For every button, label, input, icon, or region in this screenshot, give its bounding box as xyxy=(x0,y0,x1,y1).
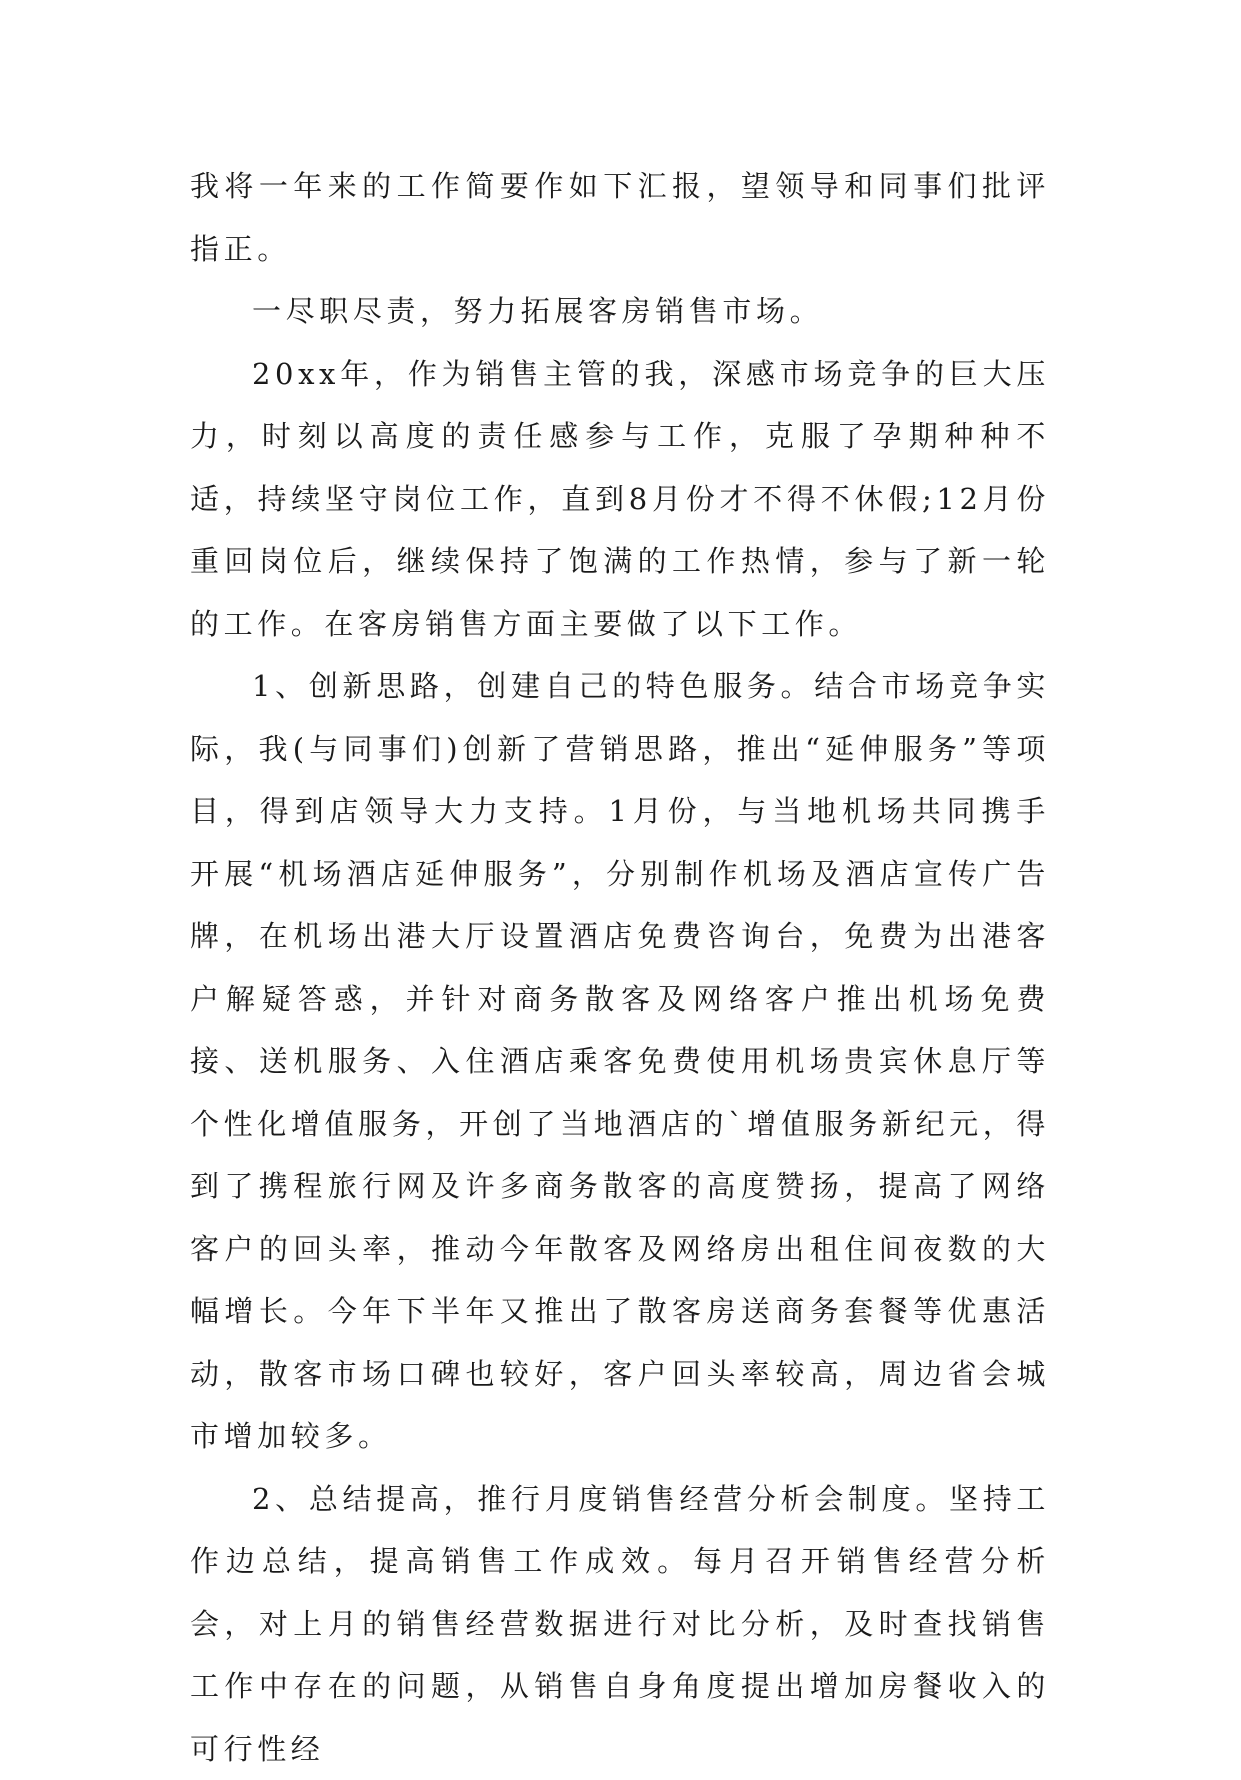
paragraph-overview: 20xx年，作为销售主管的我，深感市场竞争的巨大压力，时刻以高度的责任感参与工作，克服了孕期种种不适，持续坚守岗位工作，直到8月份才不得不休假;12月份重回岗位后，继续保持了饱满的工作热情，参与了新一轮的工作。在客房销售方面主要做了以下工作。 xyxy=(190,343,1050,656)
paragraph-intro: 我将一年来的工作简要作如下汇报，望领导和同事们批评指正。 xyxy=(190,155,1050,280)
section-heading: 一尽职尽责，努力拓展客房销售市场。 xyxy=(190,280,1050,343)
document-body xyxy=(190,155,1050,1780)
paragraph-item-2: 2、总结提高，推行月度销售经营分析会制度。坚持工作边总结，提高销售工作成效。每月召开销售经营分析会，对上月的销售经营数据进行对比分析，及时查找销售工作中存在的问题，从销售自身角度提出增加房餐收入的可行性经 xyxy=(190,1468,1050,1780)
paragraph-item-1: 1、创新思路，创建自己的特色服务。结合市场竞争实际，我(与同事们)创新了营销思路，推出“延伸服务”等项目，得到店领导大力支持。1月份，与当地机场共同携手开展“机场酒店延伸服务”，分别制作机场及酒店宣传广告牌，在机场出港大厅设置酒店免费咨询台，免费为出港客户解疑答惑，并针对商务散客及网络客户推出机场免费接、送机服务、入住酒店乘客免费使用机场贵宾休息厅等个性化增值服务，开创了当地酒店的`增值服务新纪元，得到了携程旅行网及许多商务散客的高度赞扬，提高了网络客户的回头率，推动今年散客及网络房出租住间夜数的大幅增长。今年下半年又推出了散客房送商务套餐等优惠活动，散客市场口碑也较好，客户回头率较高，周边省会城市增加较多。 xyxy=(190,655,1050,1468)
